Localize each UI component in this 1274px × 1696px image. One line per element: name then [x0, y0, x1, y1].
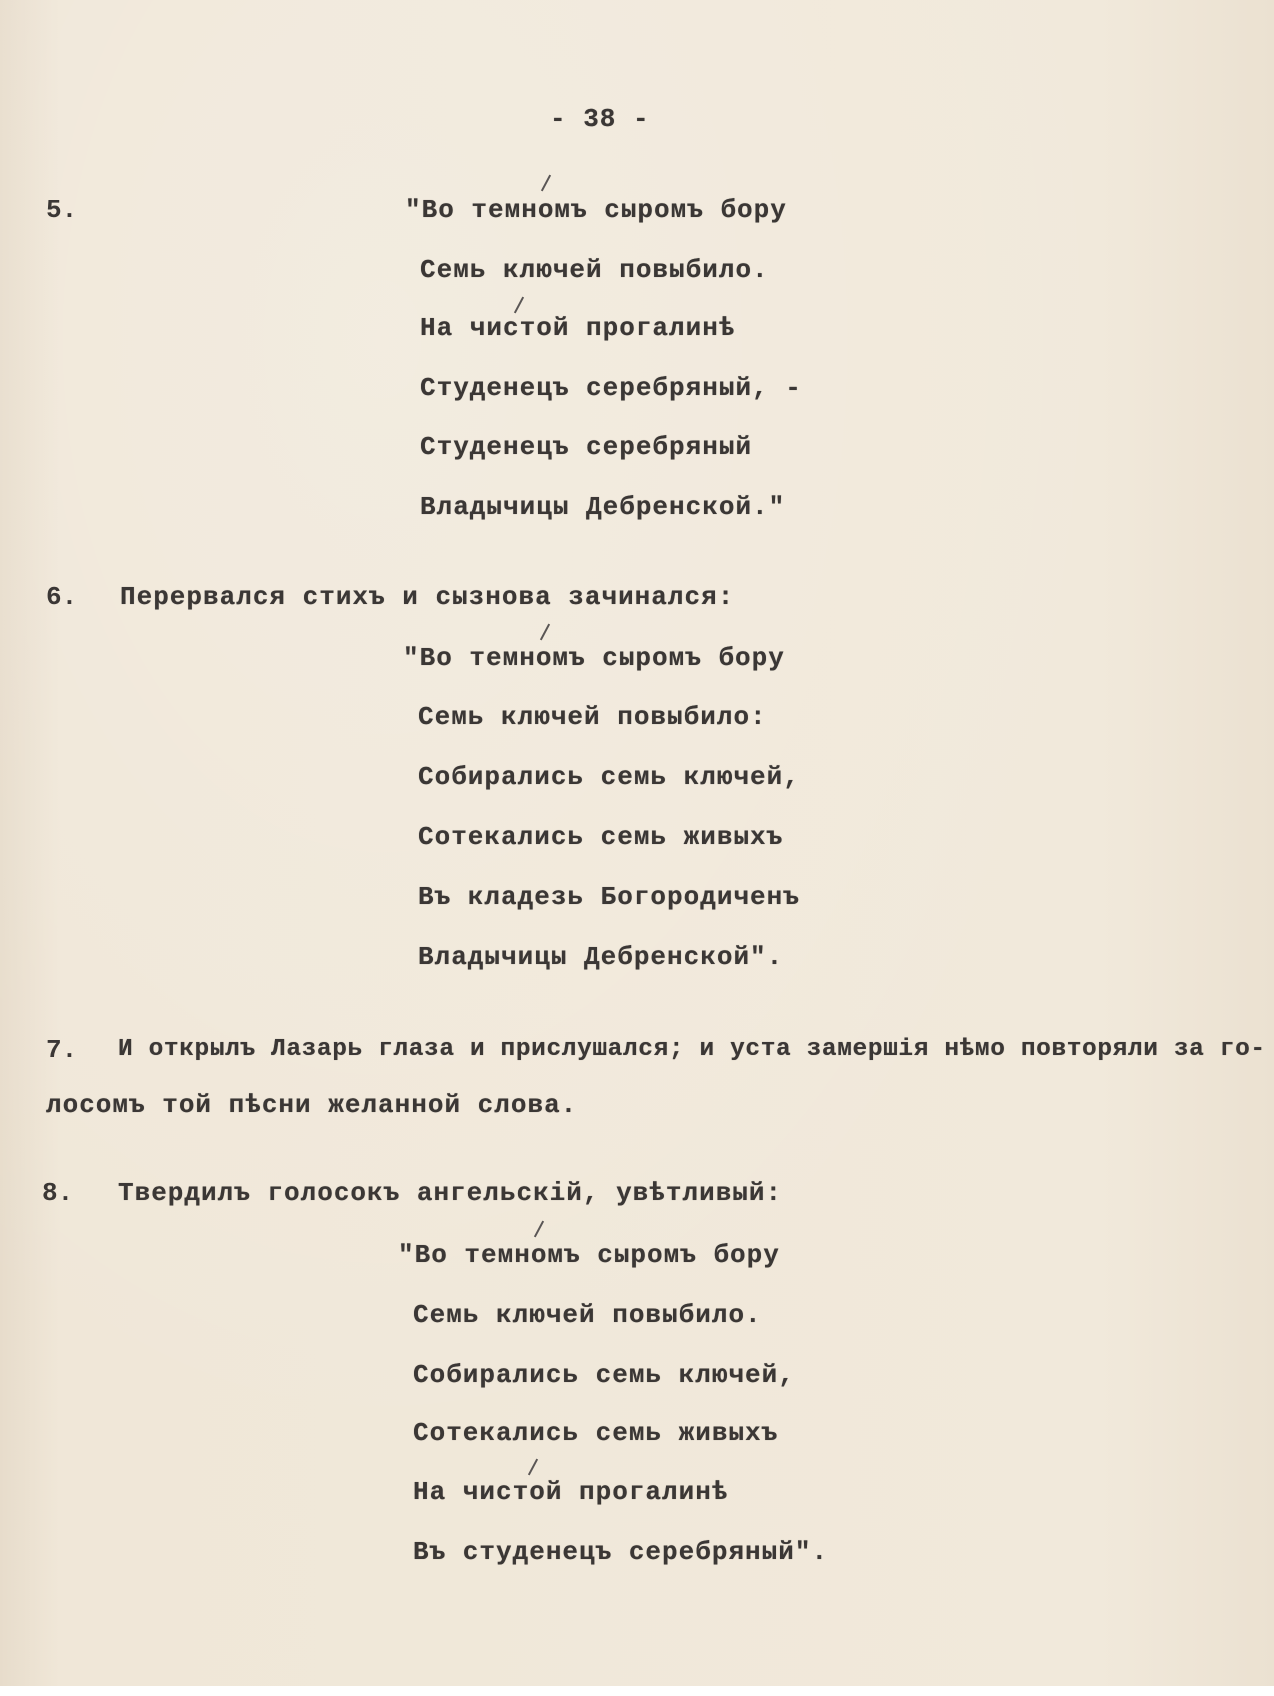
section-number-7: 7.: [46, 1035, 78, 1065]
section-number-8: 8.: [42, 1178, 74, 1208]
verse-line: Студенецъ серебряный, -: [420, 373, 802, 403]
stress-mark: [540, 624, 550, 641]
verse-line: Сотекались семь живыхъ: [413, 1418, 779, 1448]
section-intro: Твердилъ голосокъ ангельскій, увѣтливый:: [118, 1178, 783, 1208]
stress-mark: [514, 297, 524, 314]
verse-line: Семь ключей повыбило:: [418, 702, 767, 732]
section-paragraph: И открылъ Лазарь глаза и прислушался; и уста замершія нѣмо повторяли за го-: [118, 1036, 1266, 1063]
verse-line: Въ кладезь Богородиченъ: [418, 882, 800, 912]
stress-mark: [541, 175, 551, 192]
verse-line: Семь ключей повыбило.: [413, 1300, 762, 1330]
verse-line: "Во темномъ сыромъ бору: [403, 643, 785, 673]
section-paragraph-continuation: лосомъ той пѣсни желанной слова.: [46, 1090, 578, 1120]
verse-line: "Во темномъ сыромъ бору: [398, 1240, 780, 1270]
stress-mark: [528, 1459, 538, 1476]
verse-line: Семь ключей повыбило.: [420, 255, 769, 285]
verse-line: Собирались семь ключей,: [413, 1360, 795, 1390]
verse-line: Владычицы Дебренской.": [420, 492, 786, 522]
scan-edge: [0, 1686, 1274, 1696]
verse-line: Сотекались семь живыхъ: [418, 822, 784, 852]
verse-line: Собирались семь ключей,: [418, 762, 800, 792]
verse-line: Студенецъ серебряный: [420, 432, 753, 462]
verse-line: Въ студенецъ серебряный".: [413, 1537, 829, 1567]
section-number-5: 5.: [46, 195, 78, 225]
section-intro: Перервался стихъ и сызнова зачинался:: [120, 582, 735, 612]
stress-mark: [534, 1221, 544, 1238]
verse-line: Владычицы Дебренской".: [418, 942, 784, 972]
page-number: - 38 -: [550, 104, 650, 134]
verse-line: На чистой прогалинѣ: [420, 313, 736, 343]
verse-line: На чистой прогалинѣ: [413, 1477, 729, 1507]
section-number-6: 6.: [46, 582, 78, 612]
verse-line: "Во темномъ сыромъ бору: [405, 195, 787, 225]
